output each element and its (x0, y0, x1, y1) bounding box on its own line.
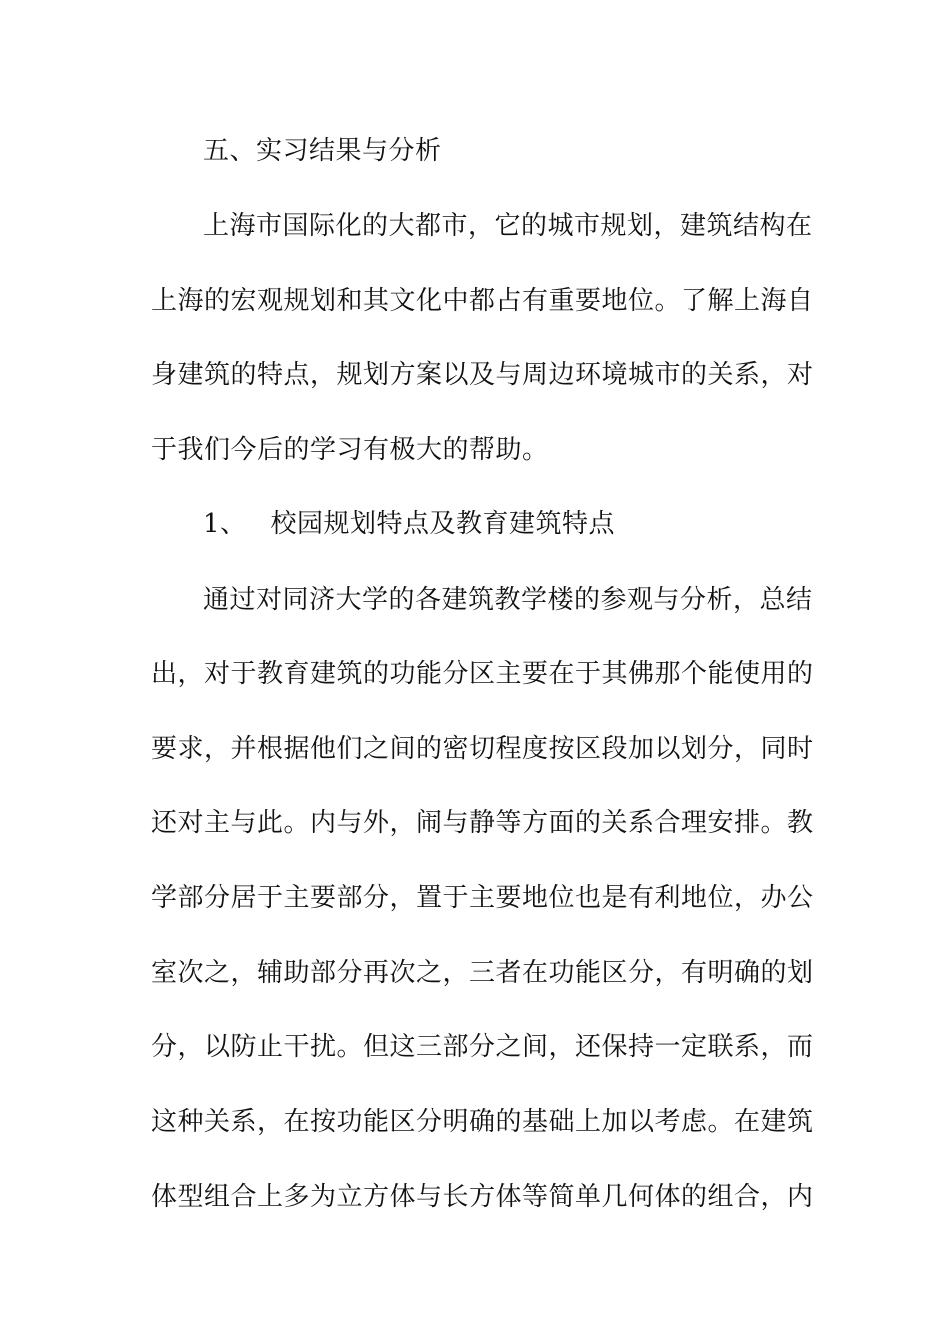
section-heading: 五、实习结果与分析 (203, 136, 442, 166)
intro-line-3: 身建筑的特点，规划方案以及与周边环境城市的关系，对 (151, 360, 814, 390)
body-line-3: 要求，并根据他们之间的密切程度按区段加以划分，同时 (151, 734, 814, 764)
body-line-1: 通过对同济大学的各建筑教学楼的参观与分析，总结 (203, 585, 813, 615)
body-line-2: 出，对于教育建筑的功能分区主要在于其佛那个能使用的 (151, 659, 814, 689)
intro-line-2: 上海的宏观规划和其文化中都占有重要地位。了解上海自 (151, 286, 814, 316)
body-line-5: 学部分居于主要部分，置于主要地位也是有利地位，办公 (151, 883, 814, 913)
subheading-text: 校园规划特点及教育建筑特点 (270, 509, 616, 539)
intro-line-4: 于我们今后的学习有极大的帮助。 (151, 435, 549, 465)
body-line-9: 体型组合上多为立方体与长方体等简单几何体的组合，内 (151, 1182, 814, 1212)
subheading (203, 507, 615, 541)
body-line-8: 这种关系，在按功能区分明确的基础上加以考虑。在建筑 (151, 1107, 814, 1137)
body-line-4: 还对主与此。内与外，闹与静等方面的关系合理安排。教 (151, 808, 814, 838)
subheading-number: 1、 (203, 509, 247, 539)
body-line-6: 室次之，辅助部分再次之，三者在功能区分，有明确的划 (151, 958, 814, 988)
intro-line-1: 上海市国际化的大都市，它的城市规划，建筑结构在 (203, 211, 813, 241)
body-line-7: 分，以防止干扰。但这三部分之间，还保持一定联系，而 (151, 1032, 814, 1062)
